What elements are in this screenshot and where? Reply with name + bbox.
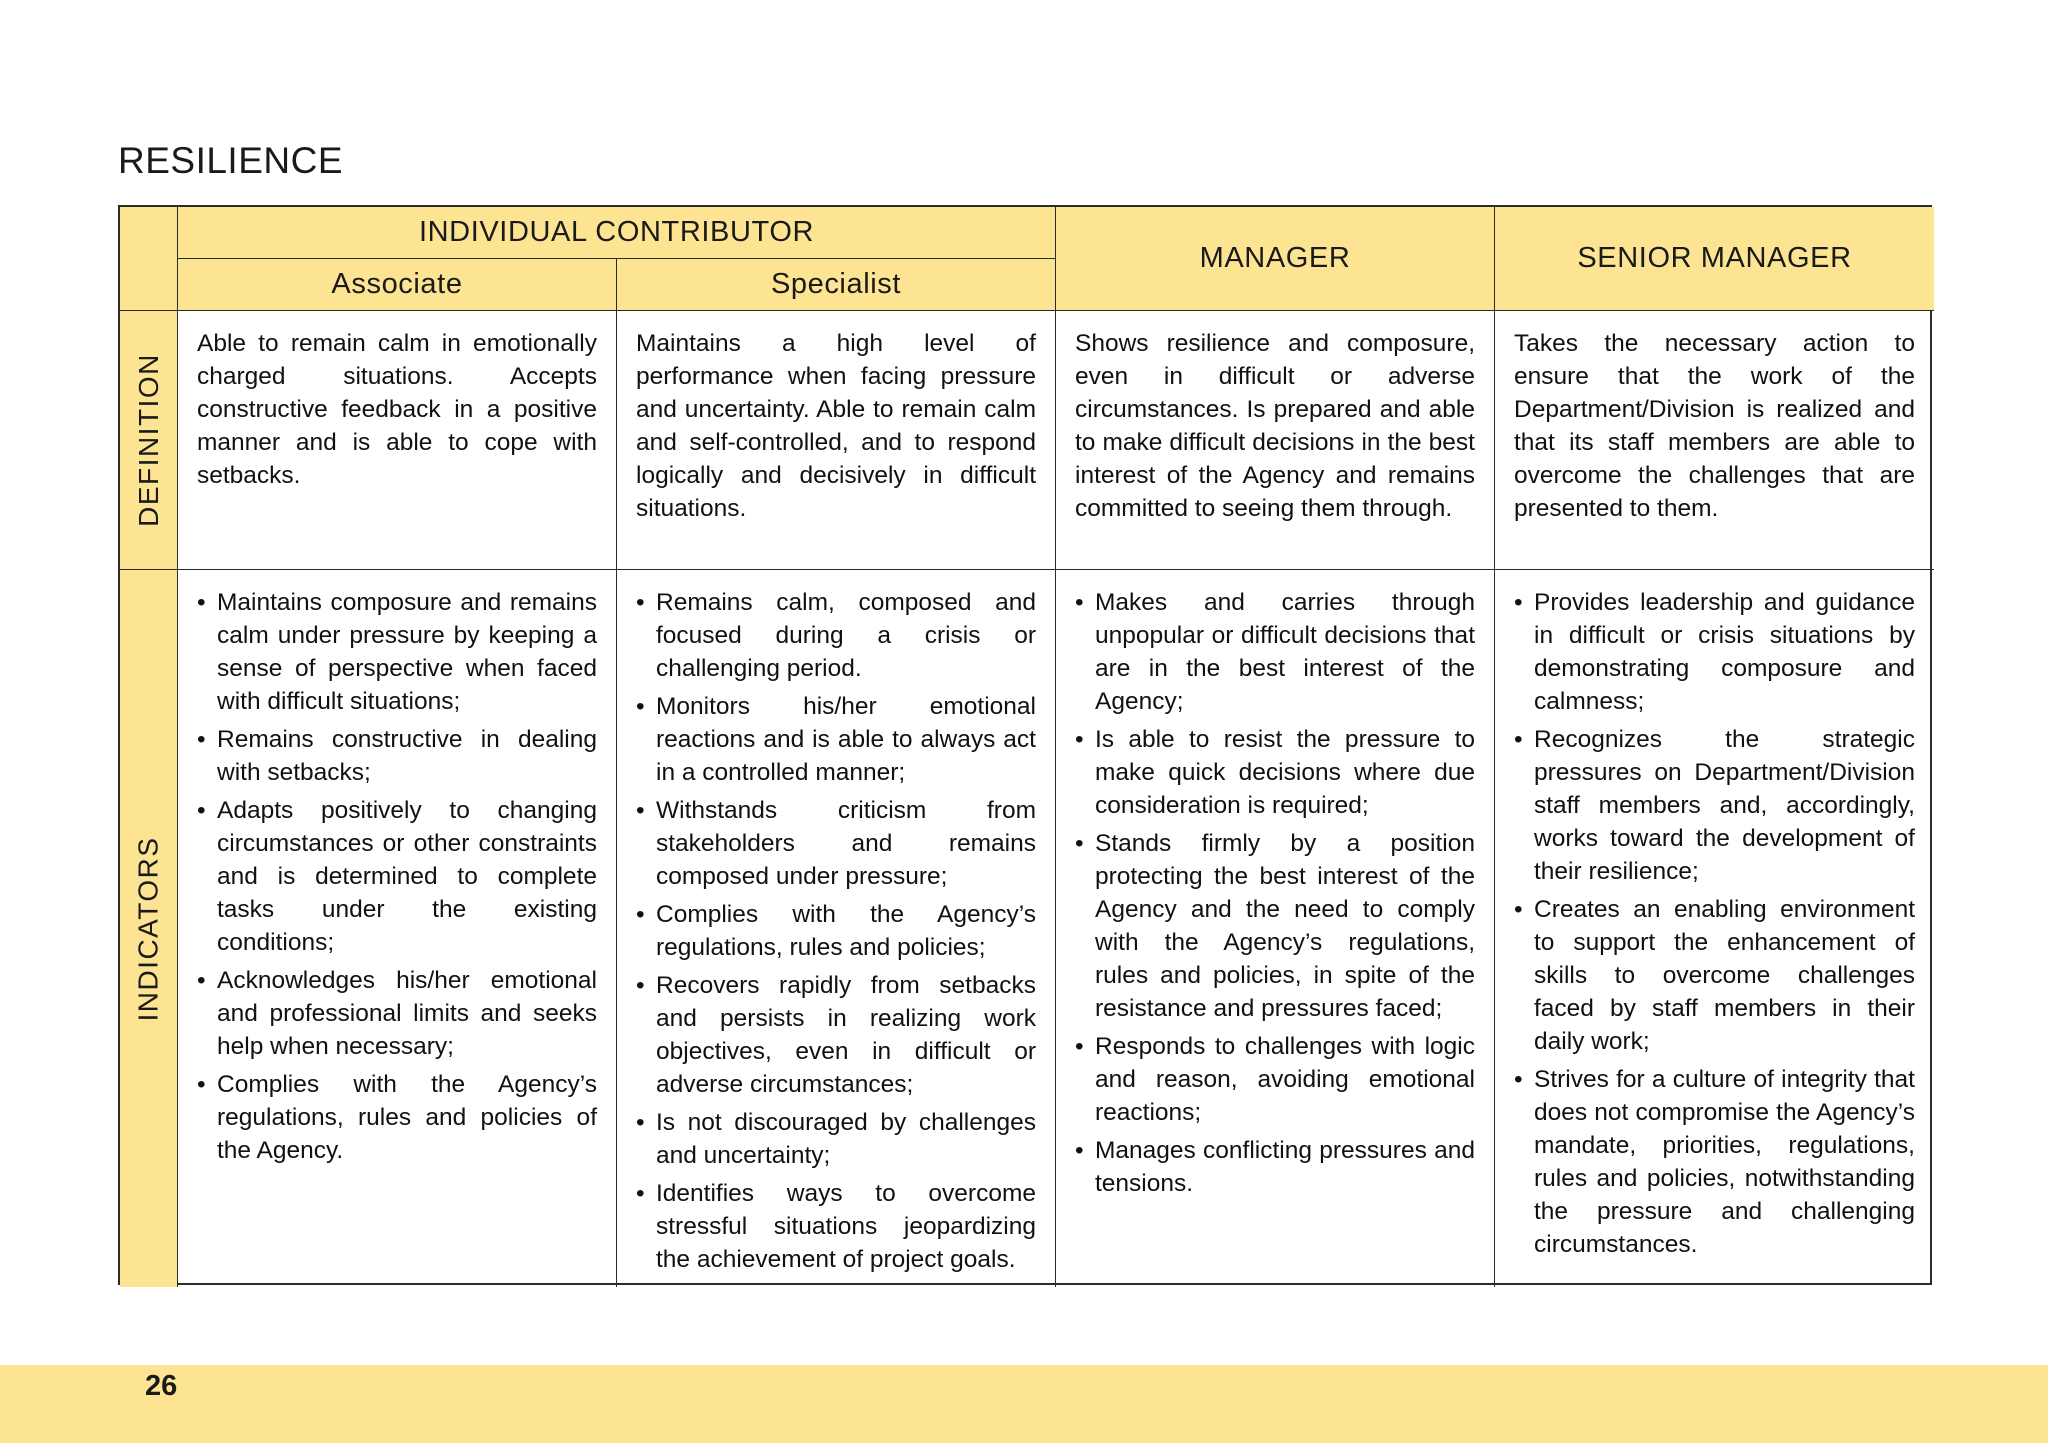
- indicator-item: • Acknowledges his/her emotional and professional limits and seeks help when necessary;: [197, 964, 597, 1063]
- definition-specialist: Maintains a high level of performance when facing pressure and uncertainty. Able to remain calm and self-controlled, and to respond logically and decisively in difficult situations.: [617, 311, 1056, 570]
- indicators-senior-manager: [1495, 570, 1934, 1287]
- indicator-item: • Strives for a culture of integrity that does not compromise the Agency’s mandate, priorities, regulations, rules and policies, notwithstanding the pressure and challenging circumstances.: [1514, 1063, 1915, 1261]
- indicators-manager: [1056, 570, 1495, 1287]
- indicator-item: • Creates an enabling environment to support the enhancement of skills to overcome challenges faced by staff members in their daily work;: [1514, 893, 1915, 1058]
- indicators-associate: [178, 570, 617, 1287]
- indicator-item: • Withstands criticism from stakeholders and remains composed under pressure;: [636, 794, 1036, 893]
- specialist-header: Specialist: [617, 259, 1056, 311]
- indicator-list-specialist: [636, 586, 1036, 1276]
- indicator-item: • Stands firmly by a position protecting the best interest of the Agency and the need to comply with the Agency’s regulations, rules and policies, in spite of the resistance and pressures faced;: [1075, 827, 1475, 1025]
- indicator-item: • Maintains composure and remains calm under pressure by keeping a sense of perspective when faced with difficult situations;: [197, 586, 597, 718]
- indicator-list-manager: [1075, 586, 1475, 1200]
- indicator-item: • Complies with the Agency’s regulations, rules and policies;: [636, 898, 1036, 964]
- definition-label-text: DEFINITION: [132, 353, 164, 527]
- manager-header: MANAGER: [1056, 207, 1495, 311]
- indicators-row-label: [120, 570, 178, 1287]
- indicator-item: • Monitors his/her emotional reactions and is able to always act in a controlled manner;: [636, 690, 1036, 789]
- page-title: RESILIENCE: [118, 140, 344, 181]
- indicator-item: • Remains constructive in dealing with setbacks;: [197, 723, 597, 789]
- indicator-list-senior-manager: [1514, 586, 1915, 1261]
- indicator-item: • Manages conflicting pressures and tensions.: [1075, 1134, 1475, 1200]
- table-corner-cell: [120, 207, 178, 311]
- indicator-item: • Recognizes the strategic pressures on Department/Division staff members and, accordingly, works toward the development of their resilience;: [1514, 723, 1915, 888]
- indicator-list-associate: [197, 586, 597, 1167]
- page-number: 26: [145, 1370, 178, 1402]
- definition-manager: Shows resilience and composure, even in difficult or adverse circumstances. Is prepared and able to make difficult decisions in the best interest of the Agency and remains committed to seeing them through.: [1056, 311, 1495, 570]
- indicator-item: • Remains calm, composed and focused during a crisis or challenging period.: [636, 586, 1036, 685]
- indicator-item: • Is not discouraged by challenges and uncertainty;: [636, 1106, 1036, 1172]
- indicator-item: • Responds to challenges with logic and reason, avoiding emotional reactions;: [1075, 1030, 1475, 1129]
- indicator-item: • Makes and carries through unpopular or difficult decisions that are in the best interest of the Agency;: [1075, 586, 1475, 718]
- indicator-item: • Complies with the Agency’s regulations, rules and policies of the Agency.: [197, 1068, 597, 1167]
- senior-manager-header: SENIOR MANAGER: [1495, 207, 1934, 311]
- definition-associate: Able to remain calm in emotionally charged situations. Accepts constructive feedback in a positive manner and is able to cope with setbacks.: [178, 311, 617, 570]
- competency-table: [118, 205, 1932, 1285]
- footer-band: [0, 1365, 2048, 1443]
- individual-contributor-header: INDIVIDUAL CONTRIBUTOR: [178, 207, 1056, 259]
- associate-header: Associate: [178, 259, 617, 311]
- indicator-item: • Is able to resist the pressure to make quick decisions where due consideration is required;: [1075, 723, 1475, 822]
- indicator-item: • Adapts positively to changing circumstances or other constraints and is determined to complete tasks under the existing conditions;: [197, 794, 597, 959]
- indicator-item: • Recovers rapidly from setbacks and persists in realizing work objectives, even in difficult or adverse circumstances;: [636, 969, 1036, 1101]
- indicators-label-text: INDICATORS: [132, 835, 164, 1022]
- definition-row-label: [120, 311, 178, 570]
- indicator-item: • Identifies ways to overcome stressful situations jeopardizing the achievement of project goals.: [636, 1177, 1036, 1276]
- indicators-specialist: [617, 570, 1056, 1287]
- indicator-item: • Provides leadership and guidance in difficult or crisis situations by demonstrating composure and calmness;: [1514, 586, 1915, 718]
- definition-senior-manager: Takes the necessary action to ensure that the work of the Department/Division is realized and that its staff members are able to overcome the challenges that are presented to them.: [1495, 311, 1934, 570]
